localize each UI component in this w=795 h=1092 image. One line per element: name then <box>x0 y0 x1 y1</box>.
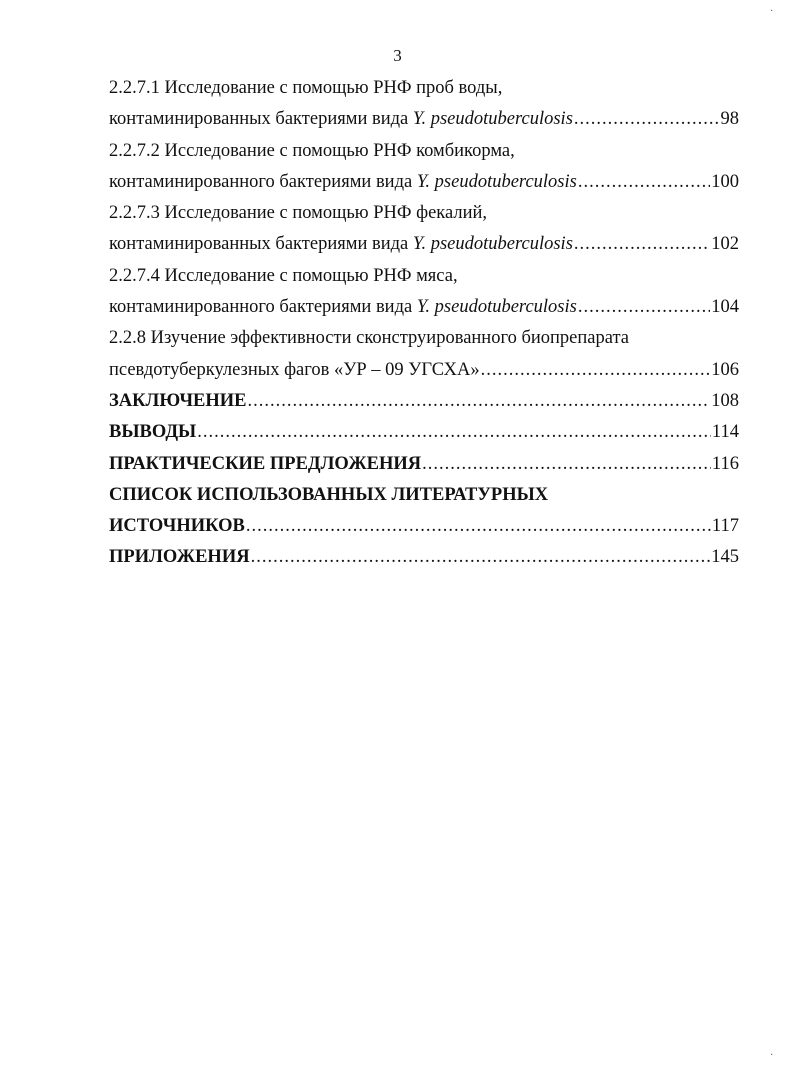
toc-page-number: 114 <box>711 422 739 443</box>
toc-page-number: 106 <box>711 359 739 380</box>
toc-section-references-title <box>109 483 739 514</box>
toc-entry-text: контаминированного бактериями вида Y. pseudotuberculosis <box>109 297 577 318</box>
dot-leader <box>574 232 710 256</box>
toc-section-label: СПИСОК ИСПОЛЬЗОВАННЫХ ЛИТЕРАТУРНЫХ <box>109 484 549 505</box>
toc-section-practical-proposals <box>109 452 739 483</box>
toc-section-label: ЗАКЛЮЧЕНИЕ <box>109 390 247 411</box>
toc-entry-2-2-7-3-title <box>109 201 739 232</box>
dot-leader <box>246 514 711 538</box>
toc-page-number: 100 <box>711 171 739 192</box>
toc-section-conclusion <box>109 389 739 420</box>
toc-section-label: ПРАКТИЧЕСКИЕ ПРЕДЛОЖЕНИЯ <box>109 453 422 474</box>
toc-entry-2-2-7-4-title <box>109 264 739 295</box>
toc-entry-text: 2.2.7.2 Исследование с помощью РНФ комбикорма, <box>109 140 515 161</box>
toc-entry-2-2-7-4-continuation <box>109 295 739 326</box>
toc-entry-text: контаминированного бактериями вида Y. pseudotuberculosis <box>109 171 577 192</box>
toc-section-findings <box>109 420 739 451</box>
toc-page-number: 145 <box>711 547 739 568</box>
species-name: Y. pseudotuberculosis <box>416 297 577 318</box>
dot-leader <box>422 452 711 476</box>
toc-entry-2-2-8-title <box>109 326 739 357</box>
species-name: Y. pseudotuberculosis <box>412 109 573 130</box>
scan-artifact: · <box>770 6 774 17</box>
toc-entry-2-2-7-2-title <box>109 139 739 170</box>
toc-page-number: 102 <box>711 234 739 255</box>
toc-section-appendices <box>109 545 739 576</box>
page-number: 3 <box>393 46 402 65</box>
table-of-contents <box>109 76 739 577</box>
toc-entry-2-2-7-3-continuation <box>109 232 739 263</box>
toc-page-number: 108 <box>711 390 739 411</box>
toc-page-number: 116 <box>711 453 739 474</box>
dot-leader <box>251 545 711 569</box>
toc-page-number: 117 <box>711 516 739 537</box>
toc-entry-text: контаминированных бактериями вида Y. pseudotuberculosis <box>109 109 573 130</box>
dot-leader <box>197 420 711 444</box>
species-name: Y. pseudotuberculosis <box>416 171 577 192</box>
toc-page-number: 104 <box>711 297 739 318</box>
dot-leader <box>481 358 711 382</box>
toc-entry-2-2-7-2-continuation <box>109 170 739 201</box>
toc-section-label: ВЫВОДЫ <box>109 422 197 443</box>
dot-leader <box>574 107 720 131</box>
dot-leader <box>578 295 710 319</box>
toc-entry-text: 2.2.7.3 Исследование с помощью РНФ фекалий, <box>109 203 488 224</box>
toc-entry-2-2-8-continuation <box>109 358 739 389</box>
toc-section-references <box>109 514 739 545</box>
dot-leader <box>578 170 710 194</box>
toc-entry-text: 2.2.7.4 Исследование с помощью РНФ мяса, <box>109 265 458 286</box>
toc-entry-text: контаминированных бактериями вида Y. pseudotuberculosis <box>109 234 573 255</box>
dot-leader <box>248 389 711 413</box>
toc-entry-text: 2.2.8 Изучение эффективности сконструированного биопрепарата <box>109 328 629 349</box>
toc-entry-text: 2.2.7.1 Исследование с помощью РНФ проб воды, <box>109 78 503 98</box>
toc-section-label: ИСТОЧНИКОВ <box>109 516 245 537</box>
toc-entry-2-2-7-1-title <box>109 76 739 107</box>
toc-entry-2-2-7-1-continuation <box>109 107 739 138</box>
toc-section-label: ПРИЛОЖЕНИЯ <box>109 547 250 568</box>
species-name: Y. pseudotuberculosis <box>412 234 573 255</box>
toc-page-number: 98 <box>720 109 739 130</box>
scan-artifact: · <box>770 1050 774 1061</box>
toc-entry-text: псевдотуберкулезных фагов «УР – 09 УГСХА» <box>109 359 480 380</box>
